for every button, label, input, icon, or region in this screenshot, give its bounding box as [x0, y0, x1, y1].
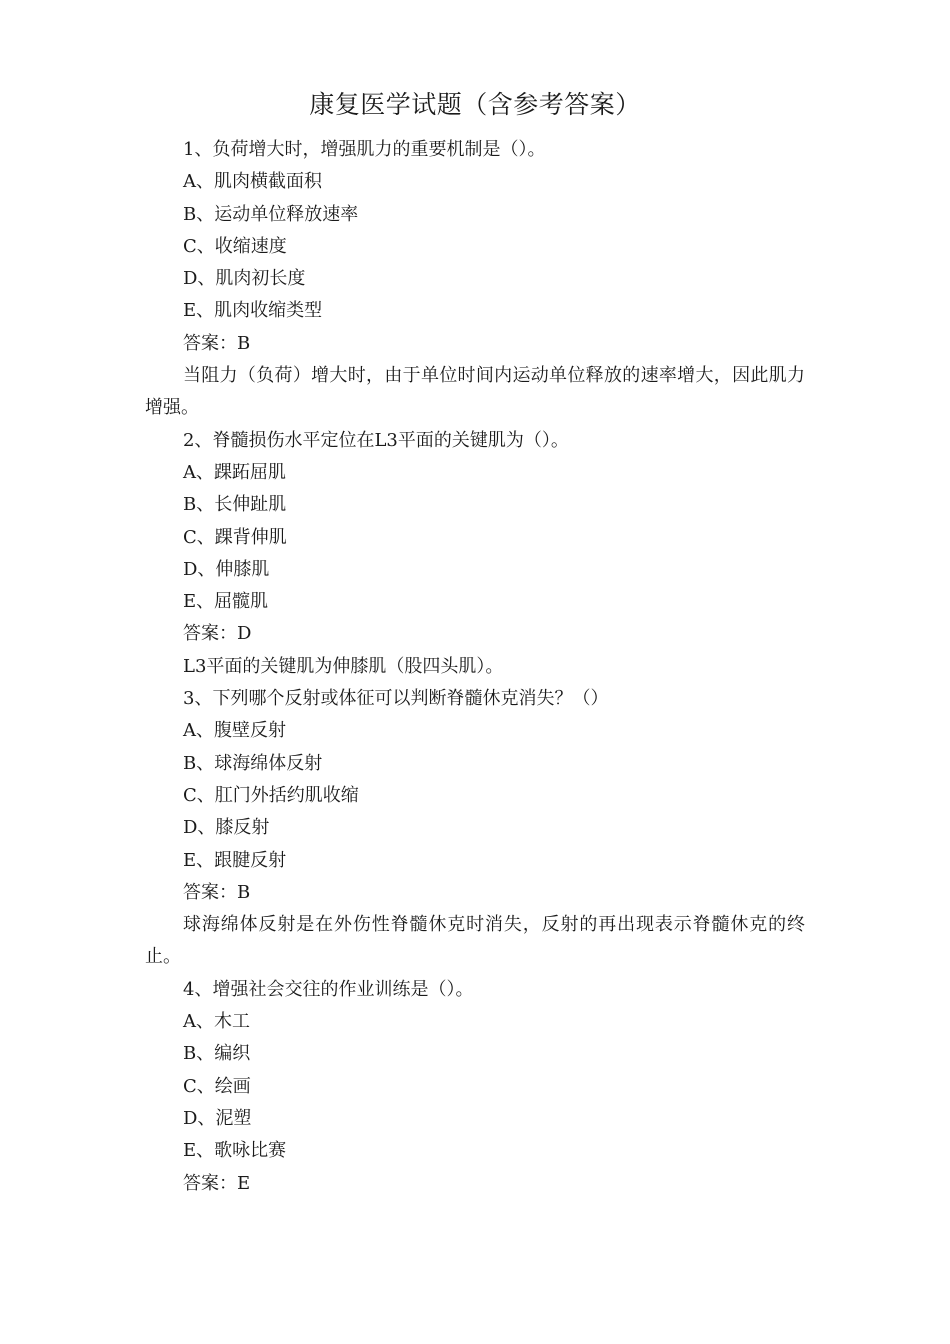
question-option: B、运动单位释放速率 [183, 203, 359, 225]
question-option: C、收缩速度 [183, 235, 287, 257]
question-answer: 答案：D [183, 623, 252, 645]
question-explanation: 球海绵体反射是在外伤性脊髓休克时消失，反射的再出现表示脊髓休克的终止。 [145, 914, 805, 968]
question-option: E、歌咏比赛 [183, 1140, 287, 1162]
question-answer: 答案：B [183, 881, 251, 903]
document-body [145, 134, 805, 1200]
question-option: C、踝背伸肌 [183, 526, 287, 548]
question-answer: 答案：E [183, 1172, 251, 1194]
question-stem: 1、负荷增大时，增强肌力的重要机制是（）。 [183, 139, 546, 160]
question-stem: 3、下列哪个反射或体征可以判断脊髓休克消失？（） [183, 688, 609, 710]
question-option: A、肌肉横截面积 [183, 171, 322, 193]
document-title: 康复医学试题（含参考答案） [309, 90, 641, 119]
question-option: A、踝跖屈肌 [183, 461, 286, 483]
question-option: D、肌肉初长度 [183, 268, 306, 290]
question-stem: 2、脊髓损伤水平定位在L3平面的关键肌为（）。 [183, 429, 569, 451]
question-option: D、泥塑 [183, 1107, 252, 1129]
question-option: B、长伸趾肌 [183, 494, 287, 516]
question-option: E、肌肉收缩类型 [183, 300, 323, 322]
question-answer: 答案：B [183, 332, 251, 354]
question-option: B、编织 [183, 1043, 251, 1065]
question-option: A、木工 [183, 1011, 250, 1033]
question-option: C、绘画 [183, 1075, 251, 1097]
question-option: C、肛门外括约肌收缩 [183, 784, 359, 806]
question-explanation: L3平面的关键肌为伸膝肌（股四头肌）。 [183, 655, 504, 677]
question-option: E、屈髋肌 [183, 591, 269, 613]
question-stem: 4、增强社会交往的作业训练是（）。 [183, 978, 474, 1000]
question-option: D、伸膝肌 [183, 558, 270, 580]
question-option: A、腹壁反射 [183, 720, 286, 742]
question-option: B、球海绵体反射 [183, 752, 323, 774]
question-explanation: 当阻力（负荷）增大时，由于单位时间内运动单位释放的速率增大，因此肌力增强。 [145, 365, 805, 419]
question-option: E、跟腱反射 [183, 849, 287, 871]
question-option: D、膝反射 [183, 817, 270, 839]
